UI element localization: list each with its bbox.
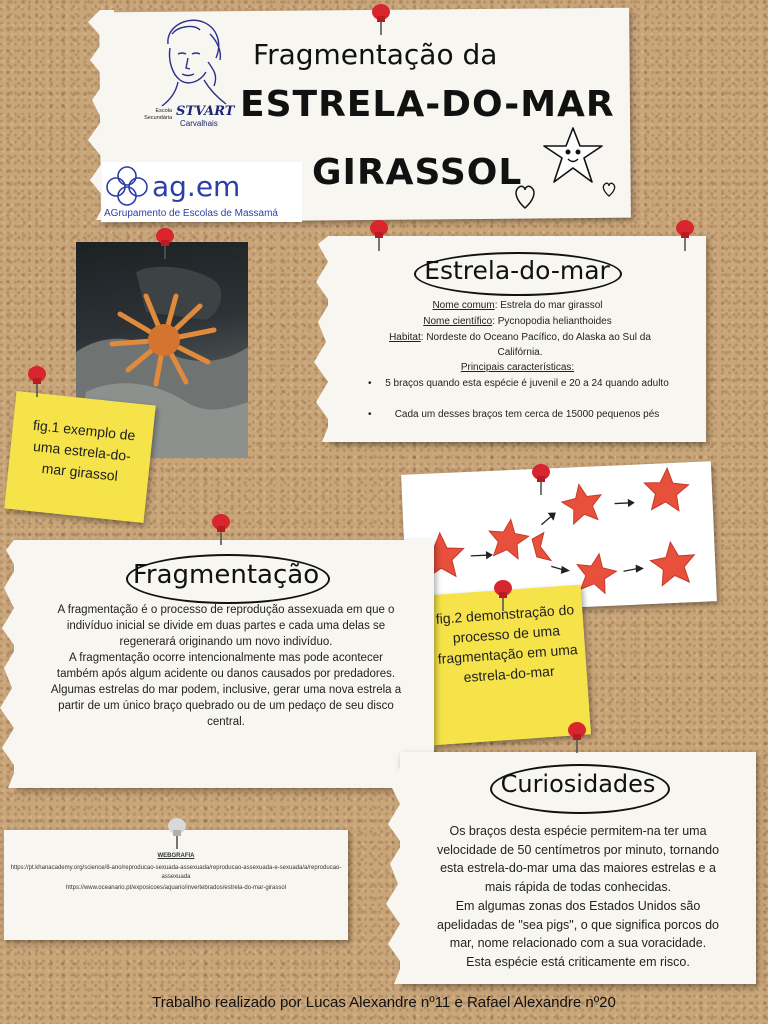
agem-logo-text: ag.em: [152, 170, 241, 203]
pushpin-icon: [166, 816, 188, 850]
feature-bullet-1: [368, 376, 672, 391]
bullet-dot: •: [368, 409, 372, 420]
pushpin-icon: [154, 226, 176, 260]
webgrafia-heading: [4, 852, 348, 861]
pushpin-icon: [530, 462, 552, 496]
fragmentacao-paragraph-2: A fragmentação ocorre intencionalmente mas pode acontecer também após algum acidente ou danos causados por predadores. Algumas estrelas do mar podem, inclusive, gerar uma nova estrela a partir de um único braço quebrado ou de um pedaço de seu disco central.: [50, 652, 402, 728]
school-portrait-logo: [148, 14, 230, 110]
bullet-dot: •: [368, 378, 372, 389]
estrela-torn-edge: [312, 236, 332, 442]
common-name-label: Nome comum: [432, 300, 495, 311]
scientific-name-value: : Pycnopodia helianthoides: [492, 316, 612, 327]
school-small-label: Escola Secundária: [144, 108, 172, 121]
habitat-value: : Nordeste do Oceano Pacífico, do Alaska ao Sul da Califórnia.: [420, 332, 651, 358]
photo-starfish-icon: [104, 290, 224, 390]
heart-small-doodle-icon: [600, 180, 618, 200]
pushpin-icon: [674, 218, 696, 252]
school-sub-label: Carvalhais: [180, 119, 218, 128]
fragmentacao-torn-edge: [0, 540, 20, 788]
estrela-scientific-name: [345, 314, 690, 329]
feature-text-2: Cada um desses braços tem cerca de 15000 pequenos pés: [394, 409, 660, 420]
scientific-name-label: Nome científico: [423, 316, 493, 327]
pushpin-icon: [566, 720, 588, 754]
estrela-features-label: [345, 360, 690, 375]
title-line-3: GIRASSOL: [312, 152, 523, 193]
curiosidades-paragraph-1: Os braços desta espécie permitem-na ter uma velocidade de 50 centímetros por minuto, tornando esta estrela-do-mar uma das maiores estrelas e a mais rápida de todas conhecidas.: [436, 824, 720, 894]
starfish-doodle-icon: [538, 124, 608, 188]
title-line-1: Fragmentação da: [253, 38, 498, 71]
pushpin-icon: [370, 2, 392, 36]
webgrafia-link-1[interactable]: https://pt.khanacademy.org/science/8-ano/reproducao-sexuada-assexuada/reproducao-assexuada-e-sexuada/a/reproducao-assexuada: [10, 865, 342, 880]
pushpin-icon: [368, 218, 390, 252]
school-name-label: STVART: [176, 104, 235, 119]
feature-text-1: 5 braços quando esta espécie é juvenil e 20 a 24 quando adulto: [385, 378, 669, 389]
curiosidades-heading: Curiosidades: [500, 770, 656, 798]
figure2-caption: fig.2 demonstração do processo de uma fragmentação em uma estrela-do-mar: [435, 601, 579, 686]
pushpin-icon: [26, 364, 48, 398]
footer-credits: Trabalho realizado por Lucas Alexandre nº11 e Rafael Alexandre nº20: [152, 994, 616, 1011]
features-label: Principais características:: [460, 362, 575, 373]
webgrafia-link-2[interactable]: https://www.oceanario.pt/exposicoes/aquario/invertebrados/estrela-do-mar-girassol: [65, 885, 287, 891]
agem-full-name: AGrupamento de Escolas de Massamá: [104, 208, 278, 219]
clover-icon: [103, 164, 151, 208]
estrela-habitat: [370, 330, 670, 360]
fragmentacao-paragraph-1: A fragmentação é o processo de reprodução assexuada em que o indivíduo inicial se divide em duas partes e cada uma delas se regenerará originando um novo indivíduo.: [57, 604, 395, 648]
pushpin-icon: [210, 512, 232, 546]
pushpin-icon: [492, 578, 514, 612]
estrela-common-name: [345, 298, 690, 313]
webgrafia-heading-text: WEBGRAFIA: [157, 853, 195, 859]
curiosidades-paragraph-3: Esta espécie está criticamente em risco.: [466, 955, 690, 969]
estrela-heading: Estrela-do-mar: [424, 256, 610, 285]
curiosidades-torn-edge: [384, 752, 404, 984]
figure1-caption: fig.1 exemplo de uma estrela-do-mar girassol: [32, 416, 137, 484]
title-line-2: ESTRELA-DO-MAR: [240, 84, 615, 125]
curiosidades-paragraph-2: Em algumas zonas dos Estados Unidos são apelidadas de "sea pigs", o que significa porcos do mar, nome relacionado com a sua voracidade.: [437, 899, 719, 950]
habitat-label: Habitat: [389, 332, 421, 343]
common-name-value: : Estrela do mar girassol: [494, 300, 603, 311]
fragmentacao-heading: Fragmentação: [132, 560, 320, 590]
heart-doodle-icon: [512, 178, 538, 214]
feature-bullet-2: [368, 407, 672, 422]
